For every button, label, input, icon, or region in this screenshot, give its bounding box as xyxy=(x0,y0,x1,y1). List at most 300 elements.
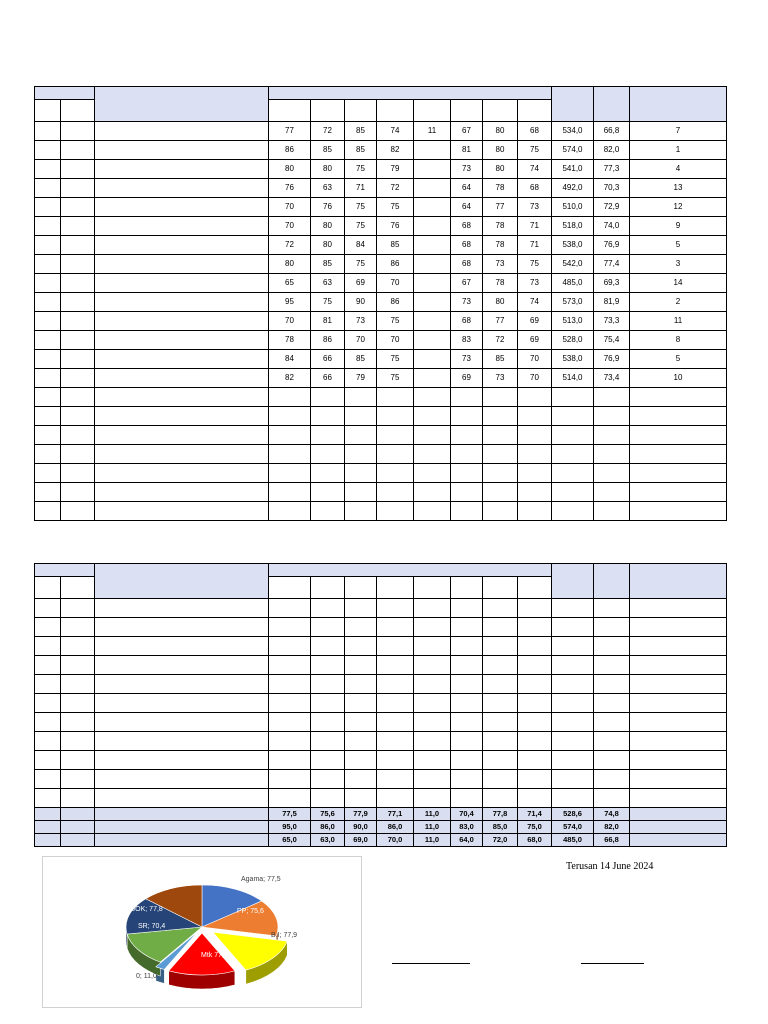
score-cell xyxy=(269,618,311,637)
score-cell: 86 xyxy=(377,255,414,274)
table-row xyxy=(35,160,727,179)
score-cell xyxy=(483,789,518,808)
table-row xyxy=(35,350,727,369)
score-cell xyxy=(451,770,483,789)
score-cell: 75 xyxy=(518,141,552,160)
student-name-cell xyxy=(95,312,269,331)
header-subject-cell xyxy=(414,577,451,599)
score-cell xyxy=(414,331,451,350)
pie-data-label: B.I; 77,9 xyxy=(271,932,298,939)
score-cell: 73 xyxy=(518,198,552,217)
student-name-cell xyxy=(95,445,269,464)
student-name-cell xyxy=(95,618,269,637)
student-name-cell xyxy=(95,821,269,834)
score-cell: 68 xyxy=(518,122,552,141)
score-cell xyxy=(345,426,377,445)
id-cell xyxy=(61,821,95,834)
number-cell xyxy=(35,694,61,713)
score-cell: 66 xyxy=(311,350,345,369)
number-cell xyxy=(35,637,61,656)
average-cell xyxy=(594,637,630,656)
header-cell xyxy=(35,564,95,577)
number-cell xyxy=(35,274,61,293)
id-cell xyxy=(61,502,95,521)
total-cell xyxy=(552,713,594,732)
score-cell: 78 xyxy=(483,179,518,198)
rank-cell xyxy=(630,694,727,713)
score-cell xyxy=(414,445,451,464)
table-row xyxy=(35,274,727,293)
table-row xyxy=(35,369,727,388)
id-cell xyxy=(61,141,95,160)
rank-cell xyxy=(630,618,727,637)
rank-cell xyxy=(630,808,727,821)
id-cell xyxy=(61,483,95,502)
score-cell xyxy=(345,656,377,675)
score-cell xyxy=(269,407,311,426)
average-cell: 81,9 xyxy=(594,293,630,312)
score-cell xyxy=(414,789,451,808)
score-cell: 81 xyxy=(451,141,483,160)
table-row xyxy=(35,713,727,732)
header-cell xyxy=(61,100,95,122)
score-cell: 83 xyxy=(451,331,483,350)
score-cell xyxy=(483,502,518,521)
score-cell xyxy=(518,464,552,483)
average-cell xyxy=(594,713,630,732)
score-cell xyxy=(311,388,345,407)
header-rank-cell xyxy=(630,564,727,599)
number-cell xyxy=(35,198,61,217)
score-cell: 70 xyxy=(269,217,311,236)
header-total-cell xyxy=(552,87,594,122)
number-cell xyxy=(35,122,61,141)
number-cell xyxy=(35,350,61,369)
average-cell xyxy=(594,732,630,751)
score-cell: 76 xyxy=(311,198,345,217)
pie-data-label: PJOK; 77,8 xyxy=(127,906,163,913)
average-cell: 72,9 xyxy=(594,198,630,217)
total-cell: 485,0 xyxy=(552,274,594,293)
score-cell xyxy=(269,694,311,713)
id-cell xyxy=(61,407,95,426)
total-cell: 542,0 xyxy=(552,255,594,274)
score-cell xyxy=(311,637,345,656)
average-cell xyxy=(594,694,630,713)
score-cell xyxy=(518,789,552,808)
id-cell xyxy=(61,618,95,637)
score-cell xyxy=(414,618,451,637)
score-cell: 74 xyxy=(518,160,552,179)
score-cell: 74 xyxy=(518,293,552,312)
score-cell xyxy=(518,502,552,521)
rank-cell xyxy=(630,821,727,834)
score-cell xyxy=(311,445,345,464)
score-cell xyxy=(451,464,483,483)
score-cell xyxy=(377,713,414,732)
number-cell xyxy=(35,834,61,847)
score-cell: 90 xyxy=(345,293,377,312)
pie-data-label: PP; 75,6 xyxy=(237,908,264,915)
score-cell xyxy=(269,388,311,407)
score-cell: 71 xyxy=(518,217,552,236)
student-name-cell xyxy=(95,179,269,198)
score-cell: 64,0 xyxy=(451,834,483,847)
average-cell xyxy=(594,483,630,502)
average-cell: 77,3 xyxy=(594,160,630,179)
score-cell xyxy=(269,483,311,502)
score-cell xyxy=(414,236,451,255)
score-cell: 77 xyxy=(483,312,518,331)
score-cell: 75 xyxy=(345,217,377,236)
table-row xyxy=(35,445,727,464)
score-cell: 80 xyxy=(483,141,518,160)
table-row xyxy=(35,255,727,274)
score-cell: 68 xyxy=(451,217,483,236)
score-cell xyxy=(483,407,518,426)
student-name-cell xyxy=(95,217,269,236)
total-cell xyxy=(552,675,594,694)
score-cell: 75 xyxy=(377,312,414,331)
header-subject-cell xyxy=(345,100,377,122)
student-name-cell xyxy=(95,160,269,179)
average-cell: 82,0 xyxy=(594,141,630,160)
number-cell xyxy=(35,599,61,618)
score-cell: 71,4 xyxy=(518,808,552,821)
score-cell: 90,0 xyxy=(345,821,377,834)
score-cell xyxy=(414,407,451,426)
score-cell: 73 xyxy=(345,312,377,331)
score-cell xyxy=(345,694,377,713)
score-cell: 63 xyxy=(311,179,345,198)
total-cell: 514,0 xyxy=(552,369,594,388)
average-cell: 73,3 xyxy=(594,312,630,331)
id-cell xyxy=(61,274,95,293)
id-cell xyxy=(61,713,95,732)
score-cell xyxy=(518,694,552,713)
score-cell xyxy=(414,483,451,502)
score-cell: 86 xyxy=(311,331,345,350)
number-cell xyxy=(35,426,61,445)
score-cell: 73 xyxy=(483,369,518,388)
id-cell xyxy=(61,217,95,236)
score-cell xyxy=(414,388,451,407)
rank-cell: 13 xyxy=(630,179,727,198)
number-cell xyxy=(35,141,61,160)
rank-cell: 8 xyxy=(630,331,727,350)
score-cell xyxy=(414,255,451,274)
student-name-cell xyxy=(95,141,269,160)
rank-cell xyxy=(630,656,727,675)
score-cell: 69 xyxy=(451,369,483,388)
number-cell xyxy=(35,502,61,521)
score-cell xyxy=(483,599,518,618)
score-cell xyxy=(269,675,311,694)
score-cell: 63 xyxy=(311,274,345,293)
number-cell xyxy=(35,445,61,464)
header-row xyxy=(35,87,727,100)
score-cell xyxy=(311,751,345,770)
score-cell xyxy=(518,599,552,618)
score-cell: 82 xyxy=(269,369,311,388)
score-cell xyxy=(345,388,377,407)
total-cell xyxy=(552,445,594,464)
student-name-cell xyxy=(95,293,269,312)
score-cell xyxy=(345,751,377,770)
average-cell xyxy=(594,675,630,694)
score-cell xyxy=(377,694,414,713)
number-cell xyxy=(35,821,61,834)
table-row xyxy=(35,808,727,821)
average-cell xyxy=(594,407,630,426)
header-subject-cell xyxy=(311,577,345,599)
score-cell: 72 xyxy=(269,236,311,255)
id-cell xyxy=(61,675,95,694)
score-cell: 69 xyxy=(345,274,377,293)
grades-table-2 xyxy=(34,563,727,847)
id-cell xyxy=(61,122,95,141)
score-cell: 70,4 xyxy=(451,808,483,821)
average-cell: 74,0 xyxy=(594,217,630,236)
rank-cell xyxy=(630,713,727,732)
id-cell xyxy=(61,331,95,350)
score-cell xyxy=(345,618,377,637)
average-cell: 70,3 xyxy=(594,179,630,198)
rank-cell: 2 xyxy=(630,293,727,312)
score-cell xyxy=(311,770,345,789)
table-row xyxy=(35,751,727,770)
total-cell: 538,0 xyxy=(552,236,594,255)
score-cell xyxy=(414,770,451,789)
total-cell xyxy=(552,637,594,656)
score-cell: 86,0 xyxy=(311,821,345,834)
number-cell xyxy=(35,770,61,789)
rank-cell xyxy=(630,388,727,407)
number-cell xyxy=(35,217,61,236)
table-row xyxy=(35,312,727,331)
score-cell: 70 xyxy=(345,331,377,350)
score-cell xyxy=(414,198,451,217)
total-cell xyxy=(552,656,594,675)
score-cell: 67 xyxy=(451,274,483,293)
table-row xyxy=(35,789,727,808)
table-row xyxy=(35,331,727,350)
score-cell xyxy=(311,426,345,445)
number-cell xyxy=(35,483,61,502)
score-cell: 80 xyxy=(269,255,311,274)
score-cell: 80 xyxy=(483,293,518,312)
score-cell: 75 xyxy=(518,255,552,274)
number-cell xyxy=(35,369,61,388)
rank-cell xyxy=(630,675,727,694)
id-cell xyxy=(61,160,95,179)
score-cell xyxy=(414,637,451,656)
total-cell: 541,0 xyxy=(552,160,594,179)
student-name-cell xyxy=(95,350,269,369)
score-cell: 76 xyxy=(269,179,311,198)
id-cell xyxy=(61,464,95,483)
score-cell: 72 xyxy=(483,331,518,350)
rank-cell xyxy=(630,502,727,521)
score-cell xyxy=(414,694,451,713)
total-cell xyxy=(552,694,594,713)
score-cell xyxy=(451,502,483,521)
score-cell xyxy=(451,483,483,502)
score-cell xyxy=(451,618,483,637)
header-name-cell xyxy=(95,87,269,122)
total-cell xyxy=(552,464,594,483)
rank-cell xyxy=(630,732,727,751)
score-cell xyxy=(414,502,451,521)
table-row xyxy=(35,821,727,834)
score-cell xyxy=(269,426,311,445)
total-cell xyxy=(552,732,594,751)
score-cell xyxy=(451,656,483,675)
total-cell: 518,0 xyxy=(552,217,594,236)
score-cell xyxy=(311,483,345,502)
number-cell xyxy=(35,179,61,198)
score-cell xyxy=(414,293,451,312)
score-cell: 75 xyxy=(345,255,377,274)
score-cell: 11,0 xyxy=(414,808,451,821)
header-total-cell xyxy=(552,564,594,599)
score-cell: 69 xyxy=(518,312,552,331)
score-cell xyxy=(483,618,518,637)
score-cell xyxy=(377,407,414,426)
id-cell xyxy=(61,751,95,770)
score-cell xyxy=(377,656,414,675)
score-cell xyxy=(311,656,345,675)
header-cell xyxy=(35,100,61,122)
average-cell: 74,8 xyxy=(594,808,630,821)
score-cell xyxy=(345,637,377,656)
average-cell xyxy=(594,751,630,770)
header-subjects-cell xyxy=(269,564,552,577)
table-row xyxy=(35,770,727,789)
score-cell: 11 xyxy=(414,122,451,141)
rank-cell xyxy=(630,789,727,808)
score-cell: 75 xyxy=(345,198,377,217)
table-row xyxy=(35,236,727,255)
score-cell xyxy=(377,483,414,502)
score-cell: 75 xyxy=(377,369,414,388)
student-name-cell xyxy=(95,694,269,713)
score-cell xyxy=(451,675,483,694)
rank-cell: 12 xyxy=(630,198,727,217)
id-cell xyxy=(61,599,95,618)
header-subject-cell xyxy=(345,577,377,599)
score-cell xyxy=(311,713,345,732)
header-subject-cell xyxy=(311,100,345,122)
score-cell xyxy=(377,675,414,694)
score-cell: 72 xyxy=(377,179,414,198)
student-name-cell xyxy=(95,464,269,483)
score-cell: 72,0 xyxy=(483,834,518,847)
student-name-cell xyxy=(95,770,269,789)
score-cell: 75 xyxy=(377,350,414,369)
score-cell: 86,0 xyxy=(377,821,414,834)
score-cell xyxy=(345,464,377,483)
score-cell xyxy=(377,751,414,770)
score-cell: 63,0 xyxy=(311,834,345,847)
table-row xyxy=(35,198,727,217)
average-cell xyxy=(594,770,630,789)
id-cell xyxy=(61,694,95,713)
score-cell: 75,0 xyxy=(518,821,552,834)
id-cell xyxy=(61,255,95,274)
total-cell: 573,0 xyxy=(552,293,594,312)
score-cell: 73 xyxy=(483,255,518,274)
id-cell xyxy=(61,236,95,255)
score-cell xyxy=(483,426,518,445)
score-cell: 83,0 xyxy=(451,821,483,834)
rank-cell xyxy=(630,834,727,847)
rank-cell: 9 xyxy=(630,217,727,236)
number-cell xyxy=(35,464,61,483)
score-cell: 75 xyxy=(345,160,377,179)
score-cell xyxy=(483,675,518,694)
total-cell xyxy=(552,407,594,426)
average-cell xyxy=(594,618,630,637)
score-cell xyxy=(414,713,451,732)
header-rank-cell xyxy=(630,87,727,122)
average-cell: 75,4 xyxy=(594,331,630,350)
score-cell xyxy=(345,732,377,751)
number-cell xyxy=(35,407,61,426)
score-cell xyxy=(414,274,451,293)
score-cell xyxy=(377,502,414,521)
table-row xyxy=(35,656,727,675)
number-cell xyxy=(35,751,61,770)
id-cell xyxy=(61,732,95,751)
header-cell xyxy=(35,577,61,599)
score-cell: 85 xyxy=(345,141,377,160)
score-cell xyxy=(345,675,377,694)
score-cell xyxy=(483,732,518,751)
score-cell: 64 xyxy=(451,198,483,217)
score-cell xyxy=(345,502,377,521)
score-cell: 71 xyxy=(518,236,552,255)
score-cell xyxy=(377,464,414,483)
score-cell: 85 xyxy=(483,350,518,369)
score-cell xyxy=(269,599,311,618)
score-cell xyxy=(269,445,311,464)
score-cell xyxy=(345,789,377,808)
score-cell xyxy=(518,407,552,426)
score-cell: 66 xyxy=(311,369,345,388)
score-cell: 81 xyxy=(311,312,345,331)
student-name-cell xyxy=(95,656,269,675)
score-cell: 67 xyxy=(451,122,483,141)
header-subject-cell xyxy=(269,577,311,599)
total-cell xyxy=(552,599,594,618)
id-cell xyxy=(61,312,95,331)
score-cell xyxy=(518,656,552,675)
score-cell xyxy=(483,388,518,407)
score-cell xyxy=(311,599,345,618)
number-cell xyxy=(35,388,61,407)
id-cell xyxy=(61,198,95,217)
score-cell xyxy=(414,141,451,160)
score-cell xyxy=(518,426,552,445)
score-cell: 78 xyxy=(269,331,311,350)
score-cell: 74 xyxy=(377,122,414,141)
score-cell xyxy=(311,618,345,637)
header-cell xyxy=(61,577,95,599)
score-cell xyxy=(414,160,451,179)
average-cell xyxy=(594,656,630,675)
number-cell xyxy=(35,331,61,350)
